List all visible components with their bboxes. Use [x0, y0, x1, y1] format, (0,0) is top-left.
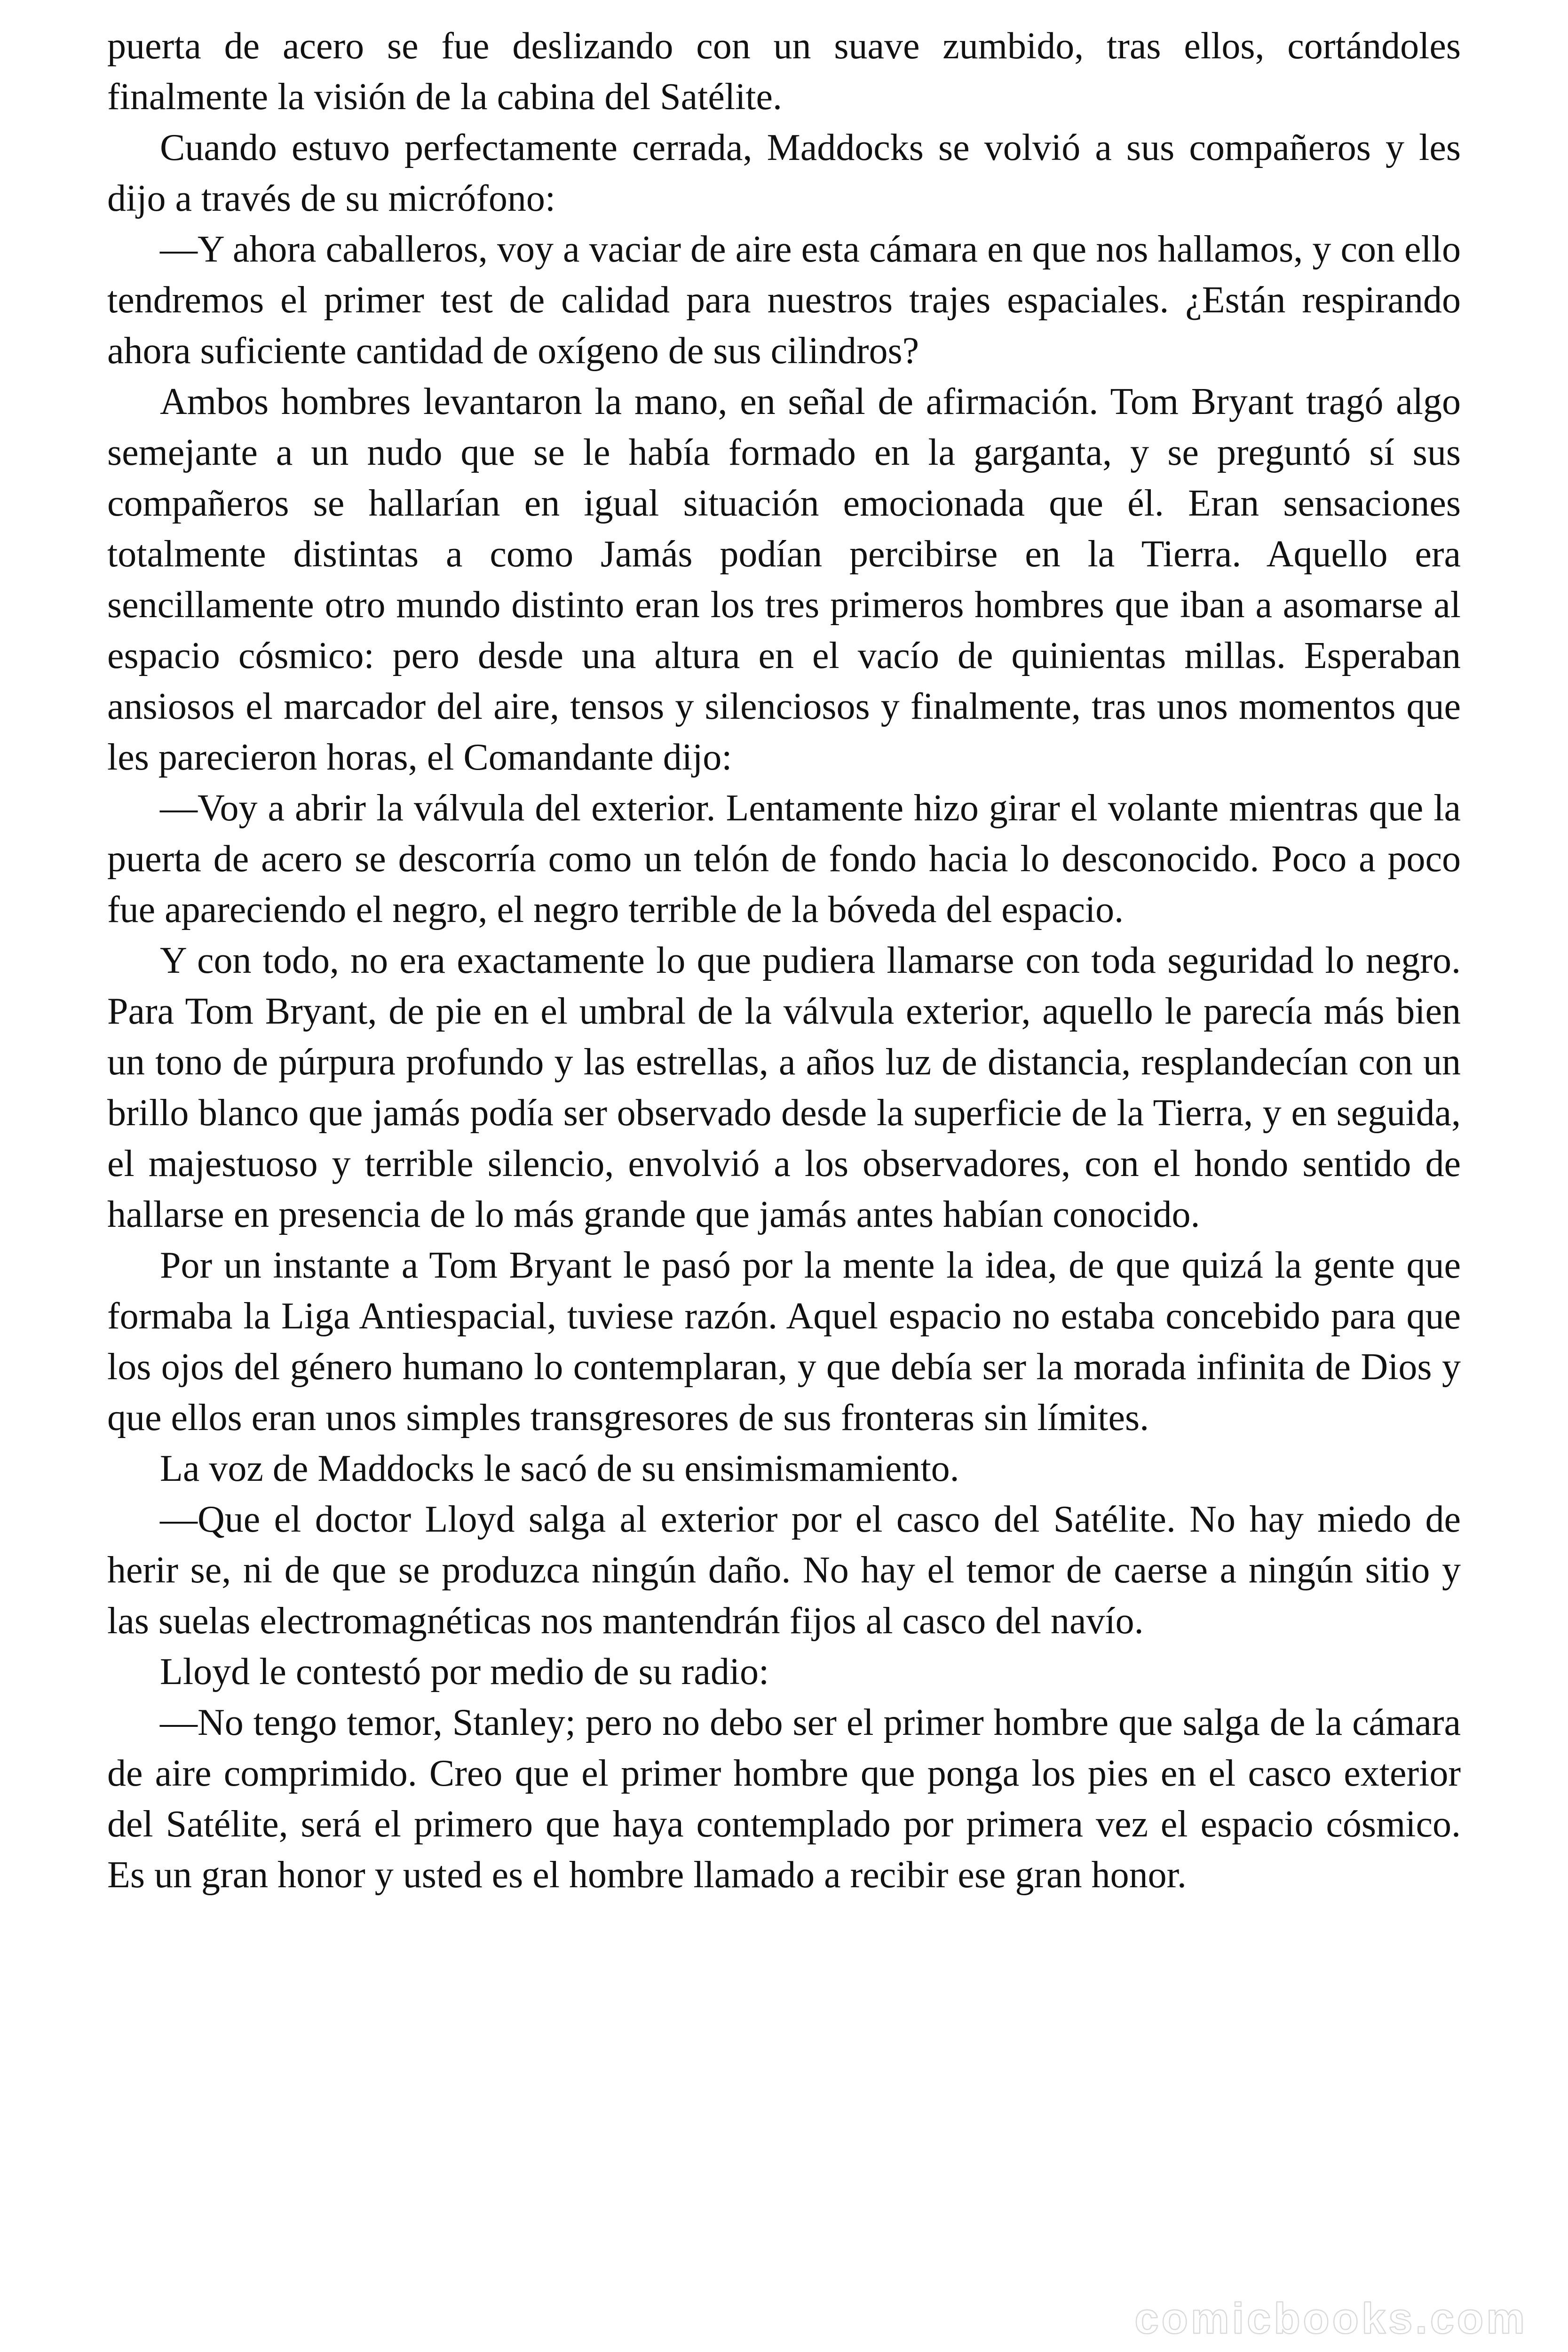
paragraph: La voz de Maddocks le sacó de su ensimismamiento. [160, 1448, 959, 1489]
paragraph: Por un instante a Tom Bryant le pasó por la mente la idea, de que quizá la gente que formaba la Liga Antiespacial, tuviese razón. Aquel espacio no estaba concebido para que los ojos del género humano lo contemplaran, y que debía ser la morada infinita de Dios y que ellos eran unos simples transgresores de sus fronteras sin límites. [107, 1245, 1461, 1438]
paragraph: Cuando estuvo perfectamente cerrada, Maddocks se volvió a sus compañeros y les dijo a través de su micrófono: [107, 127, 1461, 219]
paragraph: —Voy a abrir la válvula del exterior. Lentamente hizo girar el volante mientras que la puerta de acero se descorría como un telón de fondo hacia lo desconocido. Poco a poco fue apareciendo el negro, el negro terrible de la bóveda del espacio. [107, 787, 1461, 930]
paragraph: puerta de acero se fue deslizando con un suave zumbido, tras ellos, cortándoles finalmente la visión de la cabina del Satélite. [107, 25, 1461, 118]
paragraph: Y con todo, no era exactamente lo que pudiera llamarse con toda seguridad lo negro. Para Tom Bryant, de pie en el umbral de la válvula exterior, aquello le parecía más bien un tono de púrpura profundo y las estrellas, a años luz de distancia, resplandecían con un brillo blanco que jamás podía ser observado desde la superficie de la Tierra, y en seguida, el majestuoso y terrible silencio, envolvió a los observadores, con el hondo sentido de hallarse en presencia de lo más grande que jamás antes habían conocido. [107, 940, 1461, 1235]
page-body-text [107, 21, 1461, 1900]
paragraph: —No tengo temor, Stanley; pero no debo ser el primer hombre que salga de la cámara de aire comprimido. Creo que el primer hombre que ponga los pies en el casco exterior del Satélite, será el primero que haya contemplado por primera vez el espacio cósmico. Es un gran honor y usted es el hombre llamado a recibir ese gran honor. [107, 1702, 1461, 1896]
paragraph: —Y ahora caballeros, voy a vaciar de aire esta cámara en que nos hallamos, y con ello tendremos el primer test de calidad para nuestros trajes espaciales. ¿Están respirando ahora suficiente cantidad de oxígeno de sus cilindros? [107, 229, 1461, 372]
paragraph: —Que el doctor Lloyd salga al exterior por el casco del Satélite. No hay miedo de herir se, ni de que se produzca ningún daño. No hay el temor de caerse a ningún sitio y las suelas electromagnéticas nos mantendrán fijos al casco del navío. [107, 1499, 1461, 1642]
paragraph: Lloyd le contestó por medio de su radio: [160, 1651, 769, 1692]
watermark: comicbooks.com [1134, 2295, 1528, 2343]
paragraph: Ambos hombres levantaron la mano, en señal de afirmación. Tom Bryant tragó algo semejante a un nudo que se le había formado en la garganta, y se preguntó sí sus compañeros se hallarían en igual situación emocionada que él. Eran sensaciones totalmente distintas a como Jamás podían percibirse en la Tierra. Aquello era sencillamente otro mundo distinto eran los tres primeros hombres que iban a asomarse al espacio cósmico: pero desde una altura en el vacío de quinientas millas. Esperaban ansiosos el marcador del aire, tensos y silenciosos y finalmente, tras unos momentos que les parecieron horas, el Comandante dijo: [107, 381, 1461, 778]
